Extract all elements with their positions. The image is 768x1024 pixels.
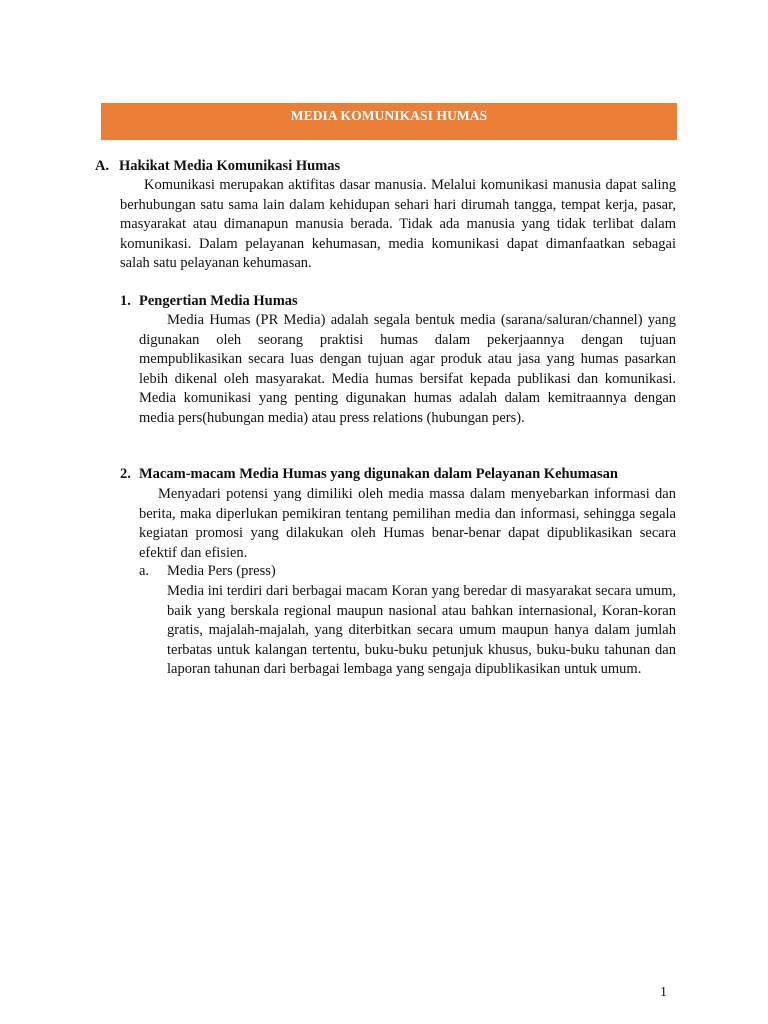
list-item-a-label: a. [139, 563, 150, 579]
document-title: MEDIA KOMUNIKASI HUMAS [290, 108, 488, 123]
subsection-1-heading [120, 292, 298, 311]
list-item-a-title: Media Pers (press) [167, 563, 276, 579]
section-a-title: Hakikat Media Komunikasi Humas [119, 158, 341, 174]
list-item-a-paragraph: Media ini terdiri dari berbagai macam Koran yang beredar di masyarakat secara umum, baik yang berskala regional maupun nasional atau bahkan internasional, Koran-koran gratis, majalah-majalah, yang diterbitkan secara umum maupun hanya dalam jumlah terbatas untuk kalangan tertentu, buku-buku petunjuk khusus, buku-buku tahunan dan laporan tahunan dari berbagai lembaga yang sengaja dipublikasikan untuk umum. [167, 583, 676, 678]
subsection-2-paragraph: Menyadari potensi yang dimiliki oleh media massa dalam menyebarkan informasi dan berita, maka diperlukan pemikiran tentang pemilihan media dan informasi, sehingga segala kegiatan promosi yang dilakukan oleh Humas benar-benar dapat dipublikasikan secara efektif dan efisien. [139, 486, 676, 561]
subsection-2-title: Macam-macam Media Humas yang digunakan dalam Pelayanan Kehumasan [139, 466, 618, 482]
page-number: 1 [660, 985, 667, 1000]
subsection-1-title: Pengertian Media Humas [139, 293, 298, 309]
document-title-banner [101, 103, 677, 140]
subsection-1-number: 1. [120, 293, 131, 309]
section-a-number: A. [95, 158, 110, 174]
subsection-2-number: 2. [120, 466, 131, 482]
subsection-2-heading [120, 465, 618, 484]
section-a-paragraph: Komunikasi merupakan aktifitas dasar manusia. Melalui komunikasi manusia dapat saling berhubungan satu sama lain dalam kehidupan sehari hari dirumah tangga, tempat kerja, pasar, masyarakat atau dimanapun manusia berada. Tidak ada manusia yang tidak terlibat dalam komunikasi. Dalam pelayanan kehumasan, media komunikasi dapat dimanfaatkan sebagai salah satu pelayanan kehumasan. [120, 177, 676, 272]
list-item-a-heading [139, 562, 276, 581]
subsection-1-paragraph: Media Humas (PR Media) adalah segala bentuk media (sarana/saluran/channel) yang digunakan oleh seorang praktisi humas dalam pekerjaannya dengan tujuan mempublikasikan secara luas dengan tujuan agar produk atau jasa yang humas pasarkan lebih dikenal oleh masyarakat. Media humas bersifat kepada publikasi dan komunikasi. Media komunikasi yang penting digunakan humas adalah dalam kemitraannya dengan media pers(hubungan media) atau press relations (hubungan pers). [139, 312, 676, 426]
section-a-heading [95, 157, 340, 176]
